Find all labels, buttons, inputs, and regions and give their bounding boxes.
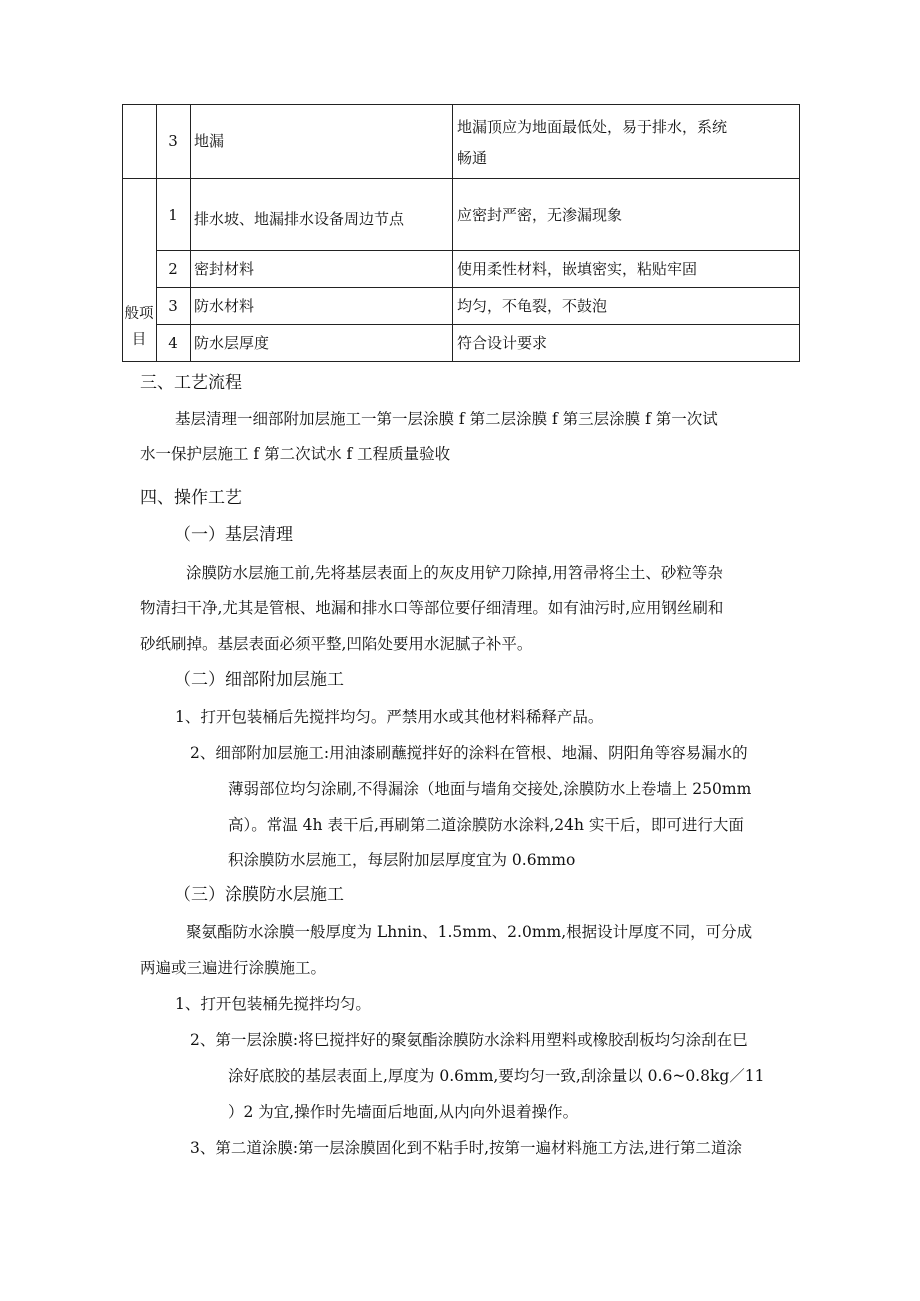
section-title: 四、操作工艺	[140, 488, 242, 508]
paragraph-line: 涂膜防水层施工前,先将基层表面上的灰皮用铲刀除掉,用笤帚将尘土、砂粒等杂	[186, 564, 723, 582]
list-item: 2、细部附加层施工:用油漆刷蘸搅拌好的涂料在管根、地漏、阴阳角等容易漏水的	[190, 744, 748, 762]
row-number: 3	[168, 297, 178, 315]
row-item: 地漏	[194, 132, 225, 150]
table-rule	[122, 178, 800, 179]
table-rule	[156, 287, 800, 288]
group-label	[122, 301, 156, 353]
table-rule	[799, 104, 800, 362]
paragraph-line: 物清扫干净,尤其是管根、地漏和排水口等部位要仔细清理。如有油污时,应用钢丝刷和	[140, 599, 724, 617]
row-requirement: 应密封严密，无渗漏现象	[457, 206, 623, 224]
paragraph-line: 基层清理一细部附加层施工一第一层涂膜 f 第二层涂膜 f 第三层涂膜 f 第一次试	[175, 410, 718, 428]
inspection-table	[122, 104, 800, 362]
row-number: 4	[168, 334, 178, 352]
row-requirement: 符合设计要求	[457, 334, 548, 352]
table-rule	[190, 104, 191, 362]
list-item-continuation: 涂好底胶的基层表面上,厚度为 0.6mm,要均匀一致,刮涂量以 0.6~0.8kg／11	[228, 1067, 765, 1085]
list-item-continuation: ）2 为宜,操作时先墙面后地面,从内向外退着操作。	[228, 1103, 579, 1121]
table-rule	[156, 324, 800, 325]
list-item: 1、打开包装桶先搅拌均匀。	[175, 995, 371, 1013]
subsection-title: （三）涂膜防水层施工	[174, 885, 344, 905]
list-item: 2、第一层涂膜:将巳搅拌好的聚氨酯涂膜防水涂料用塑料或橡胶刮板均匀涂刮在巳	[190, 1031, 748, 1049]
row-requirement: 均匀，不龟裂，不鼓泡	[457, 297, 608, 315]
list-item: 1、打开包装桶后先搅拌均匀。严禁用水或其他材料稀释产品。	[175, 708, 604, 726]
list-item-continuation: 薄弱部位均匀涂刷,不得漏涂（地面与墙角交接处,涂膜防水上卷墙上 250mm	[228, 780, 752, 798]
table-rule	[156, 250, 800, 251]
table-rule	[122, 361, 800, 362]
group-label-line: 般项	[124, 306, 154, 322]
row-number: 1	[168, 206, 178, 224]
row-requirement: 地漏顶应为地面最低处，易于排水，系统	[457, 118, 728, 136]
paragraph-line: 砂纸刷掉。基层表面必须平整,凹陷处要用水泥腻子补平。	[140, 635, 533, 653]
paragraph-line: 水一保护层施工 f 第二次试水 f 工程质量验收	[140, 445, 451, 463]
list-item: 3、第二道涂膜:第一层涂膜固化到不粘手时,按第一遍材料施工方法,进行第二道涂	[190, 1139, 742, 1157]
group-label-line: 目	[131, 332, 147, 348]
list-item-continuation: 高）。常温 4h 表干后,再刷第二道涂膜防水涂料,24h 实干后，即可进行大面	[228, 816, 744, 834]
row-requirement: 使用柔性材料，嵌填密实，粘贴牢固	[457, 260, 698, 278]
list-item-continuation: 积涂膜防水层施工，每层附加层厚度宜为 0.6mmo	[228, 851, 576, 869]
row-item: 防水层厚度	[194, 334, 270, 352]
row-number: 2	[168, 260, 178, 278]
paragraph-line: 聚氨酯防水涂膜一般厚度为 Lhnin、1.5mm、2.0mm,根据设计厚度不同，可分成	[186, 923, 753, 941]
subsection-title: （二）细部附加层施工	[174, 670, 344, 690]
paragraph-line: 两遍或三遍进行涂膜施工。	[140, 959, 327, 977]
row-number: 3	[168, 132, 178, 150]
row-item: 防水材料	[194, 297, 255, 315]
section-title: 三、工艺流程	[140, 373, 242, 393]
row-requirement: 畅通	[457, 149, 488, 167]
row-item: 密封材料	[194, 260, 255, 278]
row-item: 排水坡、地漏排水设备周边节点	[194, 210, 405, 228]
table-rule	[122, 104, 800, 105]
subsection-title: （一）基层清理	[174, 525, 293, 545]
table-rule	[452, 104, 453, 362]
